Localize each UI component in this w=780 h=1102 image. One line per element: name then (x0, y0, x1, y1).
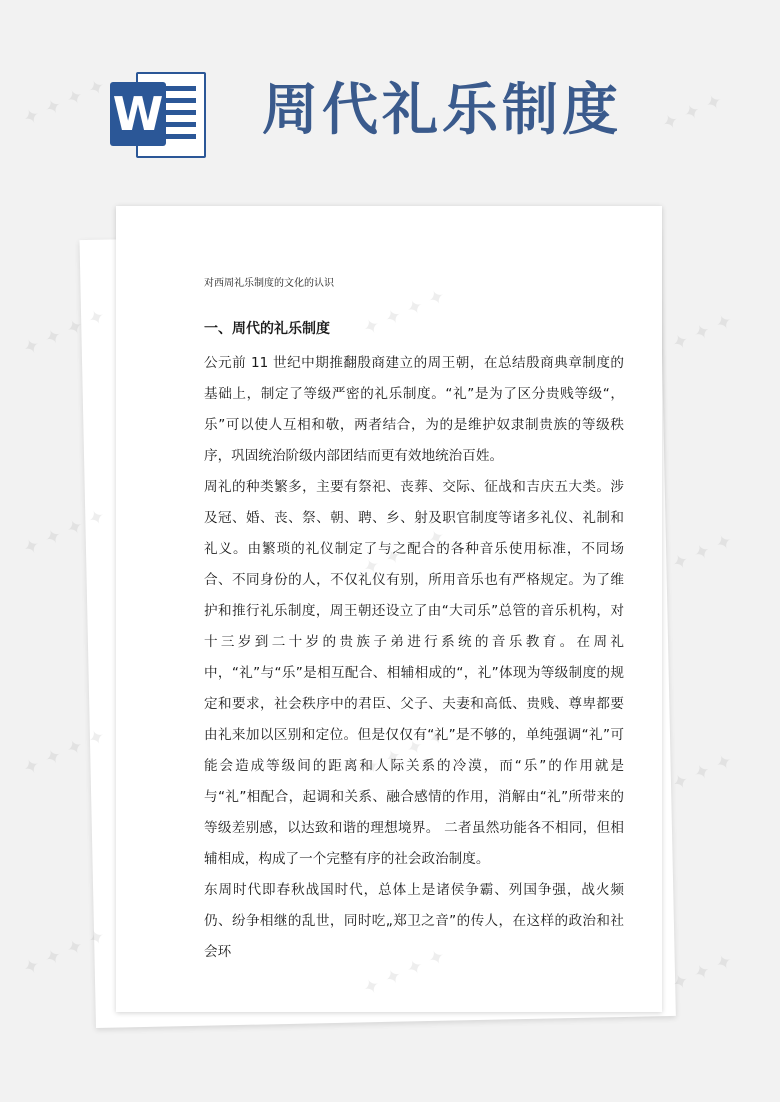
paragraph: 东周时代即春秋战国时代，总体上是诸侯争霸、列国争强，战火频仍、纷争相继的乱世，同时吃„郑卫之音”的传人，在这样的政治和社会环 (204, 882, 624, 960)
document-subtitle: 对西周礼乐制度的文化的认识 (204, 278, 334, 289)
watermark-mark: ✦ ✦ ✦ (667, 527, 737, 577)
watermark-mark: ✦ ✦ ✦ (657, 87, 727, 137)
watermark-mark: ✦ ✦ ✦ ✦ (18, 923, 110, 981)
watermark-mark: ✦ ✦ ✦ (667, 747, 737, 797)
word-icon-letter: W (110, 82, 166, 146)
document-page (116, 206, 662, 1012)
word-app-icon (110, 68, 208, 162)
watermark-mark: ✦ ✦ ✦ ✦ (18, 503, 110, 561)
watermark-mark: ✦ ✦ ✦ ✦ (18, 723, 110, 781)
watermark-mark: ✦ ✦ ✦ ✦ (18, 303, 110, 361)
document-body (204, 276, 624, 968)
section-heading: 一、周代的礼乐制度 (204, 321, 330, 337)
watermark-mark: ✦ ✦ ✦ ✦ (18, 73, 110, 131)
page-title: 周代礼乐制度 (262, 78, 622, 143)
paragraph: 周礼的种类繁多，主要有祭祀、丧葬、交际、征战和吉庆五大类。涉及冠、婚、丧、祭、朝、聘、乡、射及职官制度等诸多礼仪、礼制和礼义。由繁琐的礼仪制定了与之配合的各种音乐使用标准，不同场合、不同身份的人，不仅礼仪有别，所用音乐也有严格规定。为了维护和推行礼乐制度，周王朝还设立了由“大司乐”总管的音乐机构，对十三岁到二十岁的贵族子弟进行系统的音乐教育。在周礼中，“礼”与“乐”是相互配合、相辅相成的“，礼”体现为等级制度的规定和要求，社会秩序中的君臣、父子、夫妻和高低、贵贱、尊卑都要由礼来加以区别和定位。但是仅仅有“礼”是不够的，单纯强调“礼”可能会造成等级间的距离和人际关系的冷漠，而“乐”的作用就是与“礼”相配合，起调和关系、融合感情的作用，消解由“礼”所带来的等级差别感，以达致和谐的理想境界。 二者虽然功能各不相同，但相辅相成，构成了一个完整有序的社会政治制度。 (204, 479, 624, 867)
watermark-mark: ✦ ✦ ✦ (667, 307, 737, 357)
watermark-mark: ✦ ✦ ✦ (667, 947, 737, 997)
paragraph: 公元前 11 世纪中期推翻殷商建立的周王朝，在总结殷商典章制度的基础上，制定了等级严密的礼乐制度。“礼”是为了区分贵贱等级“，乐”可以使人互相和敬，两者结合，为的是维护奴隶制贵族的等级秩序，巩固统治阶级内部团结而更有效地统治百姓。 (204, 355, 624, 464)
